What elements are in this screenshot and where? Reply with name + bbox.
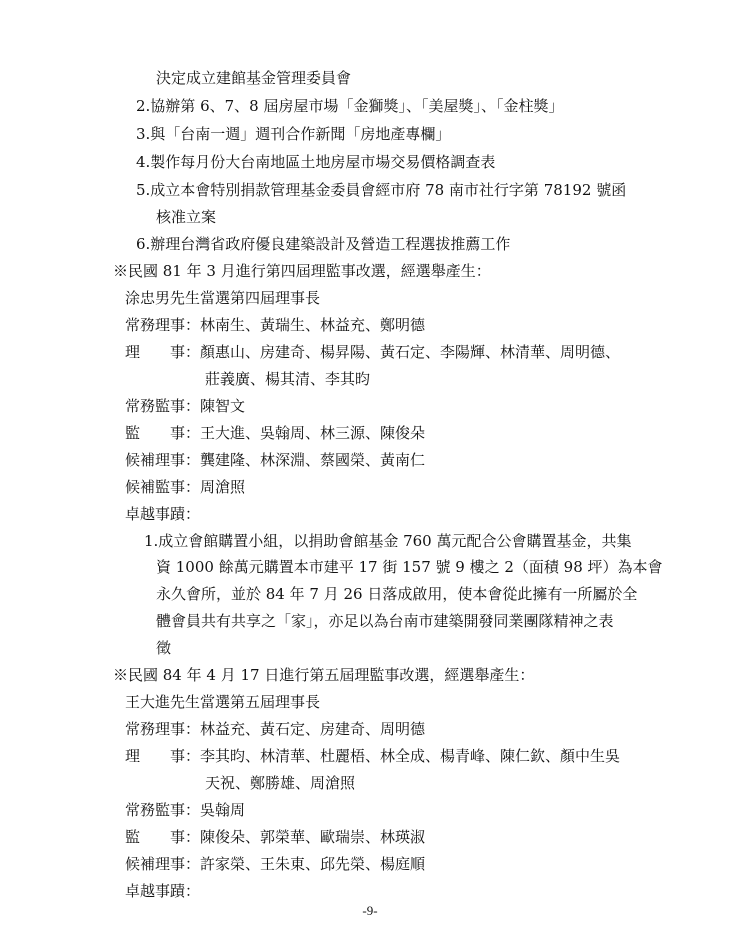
- text-line: 常務理事：林益充、黃石定、房建奇、周明德: [125, 720, 426, 738]
- text-line: 理 事：李其昀、林清華、杜麗梧、林全成、楊青峰、陳仁欽、顏中生吳: [125, 747, 621, 765]
- text-line: 卓越事蹟：: [125, 882, 201, 900]
- section-heading: ※民國 81 年 3 月進行第四屆理監事改選，經選舉產生：: [113, 262, 491, 280]
- text-line: 理 事：顏惠山、房建奇、楊昇陽、黃石定、李陽輝、林清華、周明德、: [125, 343, 621, 361]
- text-line: 涂忠男先生當選第四屆理事長: [125, 289, 321, 307]
- text-line: 常務監事：陳智文: [125, 397, 246, 415]
- text-line: 卓越事蹟：: [125, 505, 201, 523]
- text-line: 永久會所，並於 84 年 7 月 26 日落成啟用，使本會從此擁有一所屬於全: [156, 585, 638, 603]
- text-line: 常務監事：吳翰周: [125, 801, 246, 819]
- text-line: 決定成立建館基金管理委員會: [156, 69, 352, 87]
- text-line: 5.成立本會特別捐款管理基金委員會經市府 78 南市社行字第 78192 號函: [136, 181, 627, 199]
- text-line: 候補理事：龔建隆、林深淵、蔡國榮、黃南仁: [125, 451, 426, 469]
- text-line: 資 1000 餘萬元購置本市建平 17 街 157 號 9 樓之 2（面積 98 坪）為本會: [156, 558, 663, 576]
- text-line: 1.成立會館購置小組，以捐助會館基金 760 萬元配合公會購置基金，共集: [144, 532, 632, 550]
- text-line: 王大進先生當選第五屆理事長: [125, 693, 321, 711]
- text-line: 6.辦理台灣省政府優良建築設計及營造工程選拔推薦工作: [136, 235, 511, 253]
- text-line: 體會員共有共享之「家」，亦足以為台南市建築開發同業團隊精神之表: [156, 612, 614, 630]
- text-line: 核准立案: [156, 208, 217, 226]
- text-line: 3.與「台南一週」週刊合作新聞「房地產專欄」: [136, 125, 451, 143]
- text-line: 候補理事：許家榮、王朱東、邱先榮、楊庭順: [125, 855, 426, 873]
- text-line: 2.協辦第 6、7、8 屆房屋市場「金獅獎」、「美屋獎」、「金柱獎」: [136, 97, 564, 115]
- text-line: 4.製作每月份大台南地區土地房屋市場交易價格調查表: [136, 153, 496, 171]
- text-line: 監 事：陳俊朵、郭榮華、歐瑞崇、林瑛淑: [125, 828, 426, 846]
- text-line: 莊義廣、楊其清、李其昀: [205, 370, 371, 388]
- text-line: 徵: [156, 639, 172, 657]
- text-line: 天祝、鄭勝雄、周滄照: [205, 774, 356, 792]
- text-line: 候補監事：周滄照: [125, 478, 246, 496]
- page-number: -9-: [362, 903, 378, 918]
- text-line: 常務理事：林南生、黃瑞生、林益充、鄭明德: [125, 316, 426, 334]
- text-line: 監 事：王大進、吳翰周、林三源、陳俊朵: [125, 424, 426, 442]
- section-heading: ※民國 84 年 4 月 17 日進行第五屆理監事改選，經選舉產生：: [113, 666, 535, 684]
